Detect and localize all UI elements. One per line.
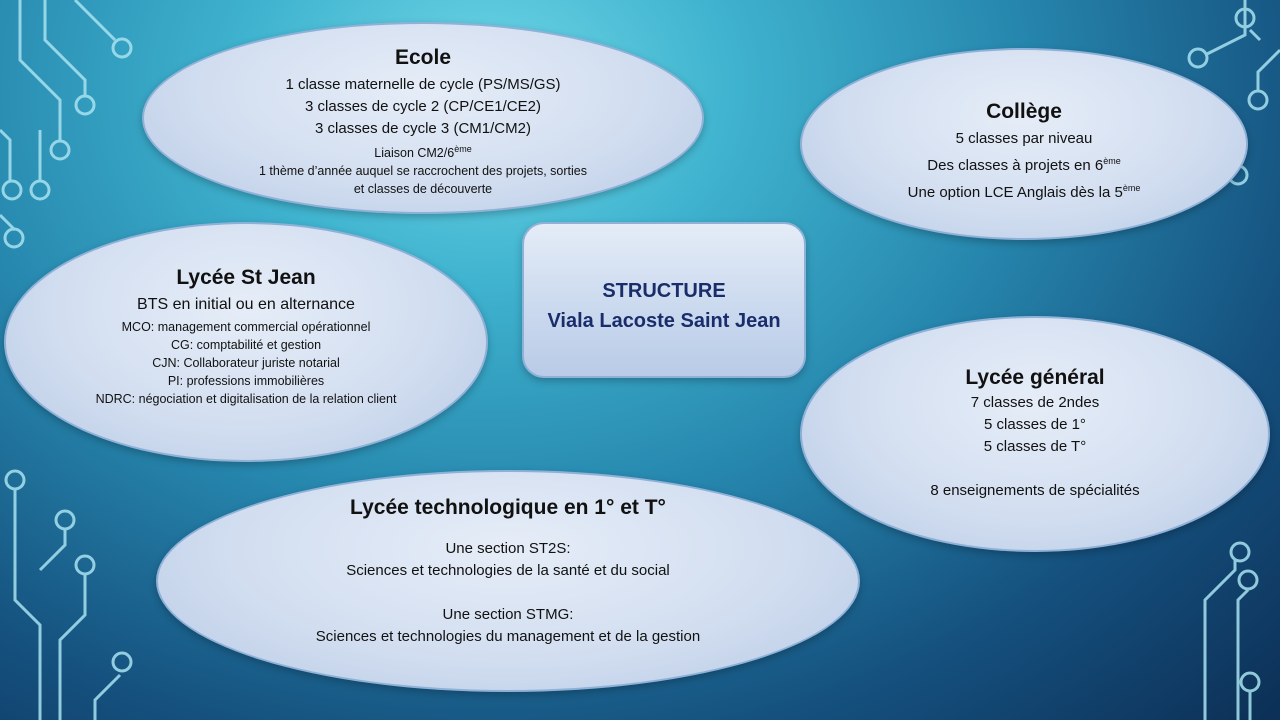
ecole-theme: et classes de découverte (353, 182, 493, 197)
bts-item: CG: comptabilité et gestion (170, 338, 322, 352)
ecole-title: Ecole (394, 46, 452, 69)
lycee-st-jean-bubble (4, 222, 488, 462)
college-line: 5 classes par niveau (955, 130, 1093, 147)
st2s-section: Une section ST2S: (445, 540, 571, 557)
college-line: Des classes à projets en 6ème (927, 156, 1121, 174)
ecole-line: 3 classes de cycle 3 (CM1/CM2) (315, 120, 531, 137)
lycee-st-jean-title: Lycée St Jean (176, 266, 316, 289)
college-bubble (800, 48, 1248, 240)
college-line: Une option LCE Anglais dès la 5ème (907, 183, 1141, 201)
structure-name: Viala Lacoste Saint Jean (547, 310, 781, 332)
lycee-st-jean-subtitle: BTS en initial ou en alternance (137, 296, 355, 313)
bts-item: MCO: management commercial opérationnel (121, 320, 371, 334)
stmg-section: Une section STMG: (442, 606, 574, 623)
bts-item: CJN: Collaborateur juriste notarial (152, 356, 340, 370)
ecole-bubble (142, 22, 704, 214)
college-title: Collège (986, 100, 1062, 123)
bts-item: NDRC: négociation et digitalisation de la relation client (95, 392, 397, 406)
ecole-liaison: Liaison CM2/6ème (374, 144, 472, 161)
bts-item: PI: professions immobilières (167, 374, 325, 388)
lycee-general-line: 5 classes de T° (983, 438, 1087, 455)
lycee-general-bubble (800, 316, 1270, 552)
lycee-techno-title: Lycée technologique en 1° et T° (350, 496, 666, 519)
structure-title: STRUCTURE (602, 280, 726, 302)
lycee-general-title: Lycée général (965, 366, 1105, 389)
structure-box (522, 222, 806, 378)
st2s-desc: Sciences et technologies de la santé et du social (346, 562, 670, 579)
ecole-theme: 1 thème d’année auquel se raccrochent des projets, sorties (259, 164, 587, 179)
ecole-line: 1 classe maternelle de cycle (PS/MS/GS) (285, 76, 561, 93)
lycee-general-line: 7 classes de 2ndes (970, 394, 1100, 411)
lycee-general-line: 5 classes de 1° (984, 416, 1086, 433)
lycee-general-specialites: 8 enseignements de spécialités (930, 482, 1140, 499)
lycee-techno-bubble (156, 470, 860, 692)
stmg-desc: Sciences et technologies du management et de la gestion (315, 628, 701, 645)
ecole-line: 3 classes de cycle 2 (CP/CE1/CE2) (305, 98, 541, 115)
